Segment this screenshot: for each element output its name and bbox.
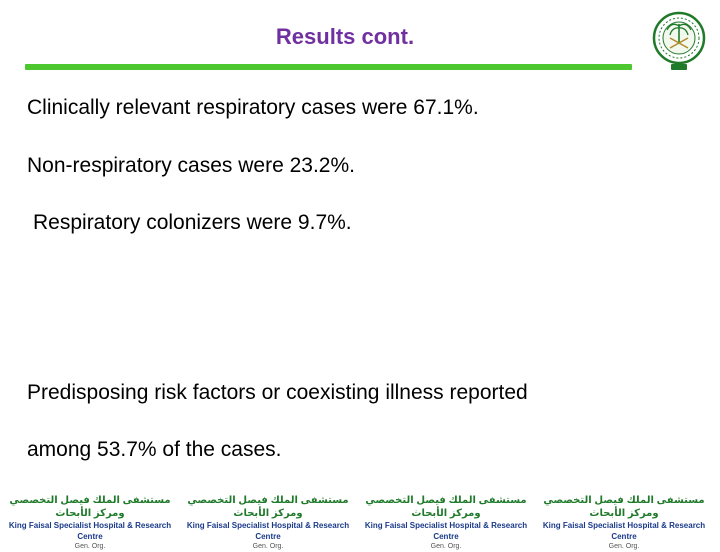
- footer-logo-strip: [0, 494, 720, 550]
- result-line-colonizers: Respiratory colonizers were 9.7%.: [33, 211, 352, 234]
- title-underline: [25, 64, 632, 70]
- logo-english-text: King Faisal Specialist Hospital & Research Centre: [186, 521, 350, 541]
- logo-sub-text: Gen. Org.: [430, 543, 462, 550]
- logo-sub-text: Gen. Org.: [608, 543, 640, 550]
- logo-english-text: King Faisal Specialist Hospital & Research Centre: [8, 521, 172, 541]
- logo-arabic-text: مستشفى الملك فيصل التخصصي ومركز الأبحاث: [187, 495, 349, 519]
- logo-sub-text: Gen. Org.: [74, 543, 106, 550]
- logo-arabic-text: مستشفى الملك فيصل التخصصي ومركز الأبحاث: [543, 495, 705, 519]
- footer-hospital-logo: [184, 494, 352, 550]
- footer-hospital-logo: [6, 494, 174, 550]
- slide-title: Results cont.: [275, 24, 415, 49]
- footer-hospital-logo: [540, 494, 708, 550]
- result-line-non-respiratory: Non-respiratory cases were 23.2%.: [27, 154, 355, 177]
- logo-english-text: King Faisal Specialist Hospital & Research Centre: [364, 521, 528, 541]
- logo-english-text: King Faisal Specialist Hospital & Research Centre: [542, 521, 706, 541]
- logo-arabic-text: مستشفى الملك فيصل التخصصي ومركز الأبحاث: [9, 495, 171, 519]
- logo-arabic-text: مستشفى الملك فيصل التخصصي ومركز الأبحاث: [365, 495, 527, 519]
- result-line-risk-factors: Predisposing risk factors or coexisting illness reported: [27, 381, 528, 404]
- result-line-clinically-relevant: Clinically relevant respiratory cases were 67.1%.: [27, 96, 479, 119]
- emblem-seal-icon: [652, 8, 706, 74]
- footer-hospital-logo: [362, 494, 530, 550]
- logo-sub-text: Gen. Org.: [252, 543, 284, 550]
- result-line-risk-factors-cont: among 53.7% of the cases.: [27, 438, 282, 461]
